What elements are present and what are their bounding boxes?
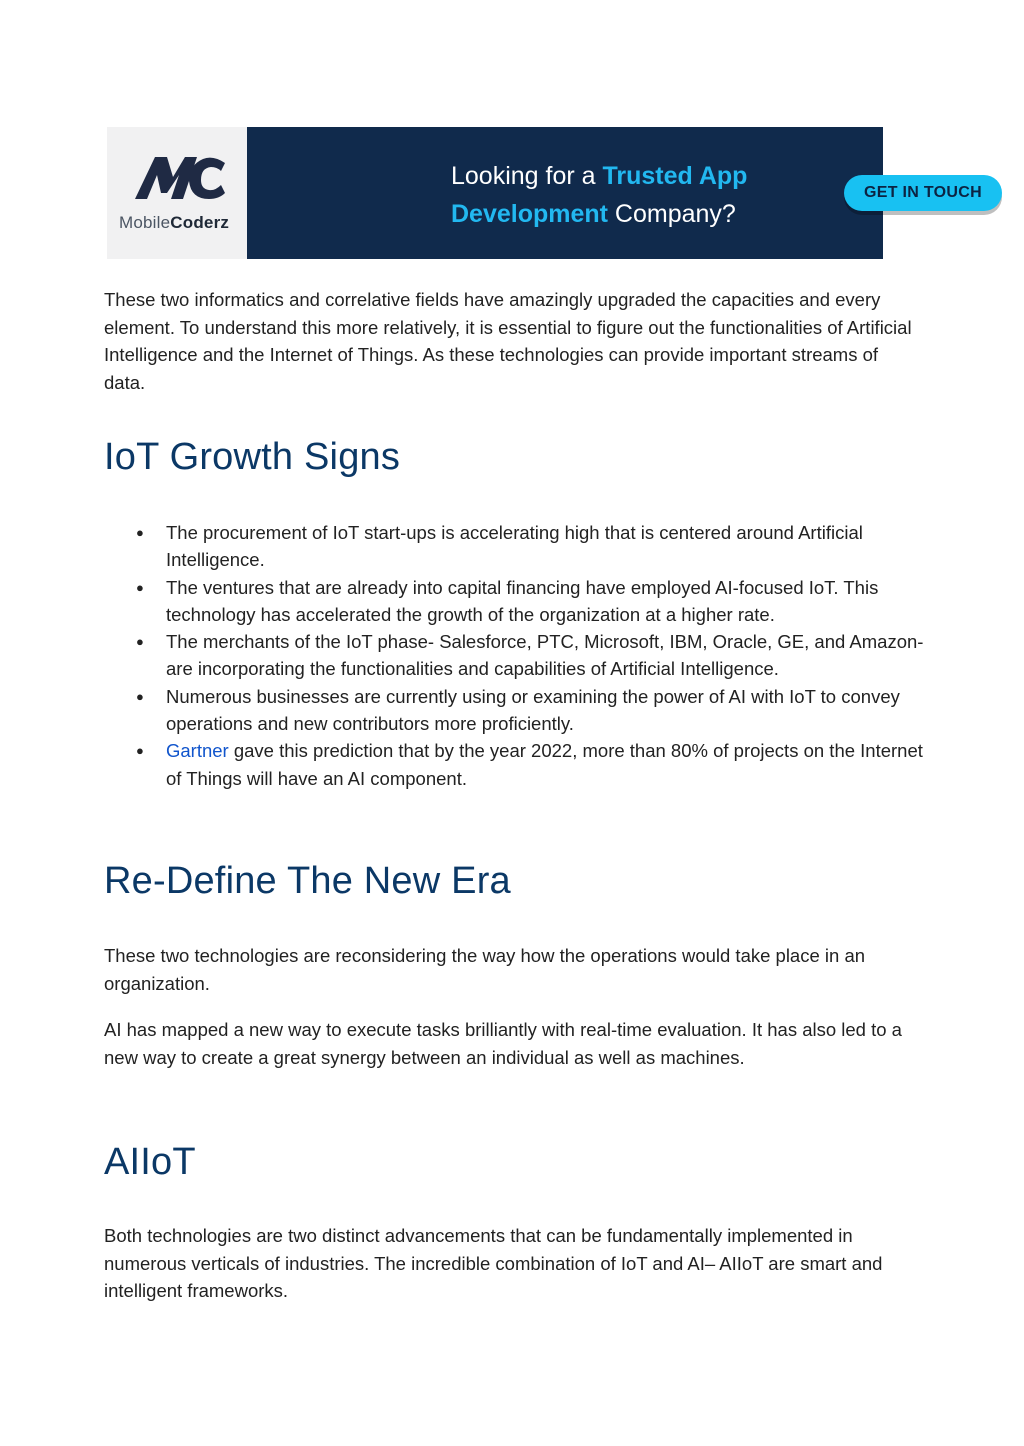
mc-logo-icon — [133, 153, 229, 203]
ad-banner[interactable] — [107, 127, 982, 259]
list-item: ● Numerous businesses are currently using or examining the power of AI with IoT to convey operations and new contributors more proficiently. — [104, 683, 924, 738]
banner-headline: Looking for a Trusted App Development Company? — [451, 162, 748, 228]
list-item: ● Gartner gave this prediction that by the year 2022, more than 80% of projects on the Internet of Things will have an AI component. — [104, 737, 924, 792]
brand-logo — [107, 127, 247, 259]
redefine-paragraph-1: These two technologies are reconsidering the way how the operations would take place in an organization. — [104, 945, 866, 994]
intro-paragraph: These two informatics and correlative fields have amazingly upgraded the capacities and every element. To understand this more relatively, it is essential to figure out the functionalities of Artificial Intelligence and the Internet of Things. As these technologies can provide important streams of data. — [104, 289, 912, 393]
list-item: ● The procurement of IoT start-ups is accelerating high that is centered around Artificial Intelligence. — [104, 519, 924, 574]
heading-aiiot: AIIoT — [104, 1141, 196, 1183]
get-in-touch-button[interactable]: GET IN TOUCH — [844, 175, 1002, 211]
heading-redefine-new-era: Re-Define The New Era — [104, 860, 511, 902]
banner-promo — [247, 127, 982, 259]
list-item: ● The merchants of the IoT phase- Salesforce, PTC, Microsoft, IBM, Oracle, GE, and Amazon- are incorporating the functionalities and capabilities of Artificial Intelligence. — [104, 628, 924, 683]
brand-name: MobileCoderz — [119, 213, 230, 232]
gartner-link[interactable]: Gartner — [166, 740, 229, 762]
aiiot-paragraph: Both technologies are two distinct advancements that can be fundamentally implemented in numerous verticals of industries. The incredible combination of IoT and AI– AIIoT are smart and intelligent frameworks. — [104, 1225, 883, 1301]
heading-iot-growth-signs: IoT Growth Signs — [104, 436, 401, 478]
redefine-paragraph-2: AI has mapped a new way to execute tasks brilliantly with real-time evaluation. It has also led to a new way to create a great synergy between an individual as well as machines. — [104, 1019, 902, 1068]
list-item: ● The ventures that are already into capital financing have employed AI-focused IoT. This technology has accelerated the growth of the organization at a higher rate. — [104, 574, 924, 629]
growth-signs-list — [104, 519, 924, 792]
